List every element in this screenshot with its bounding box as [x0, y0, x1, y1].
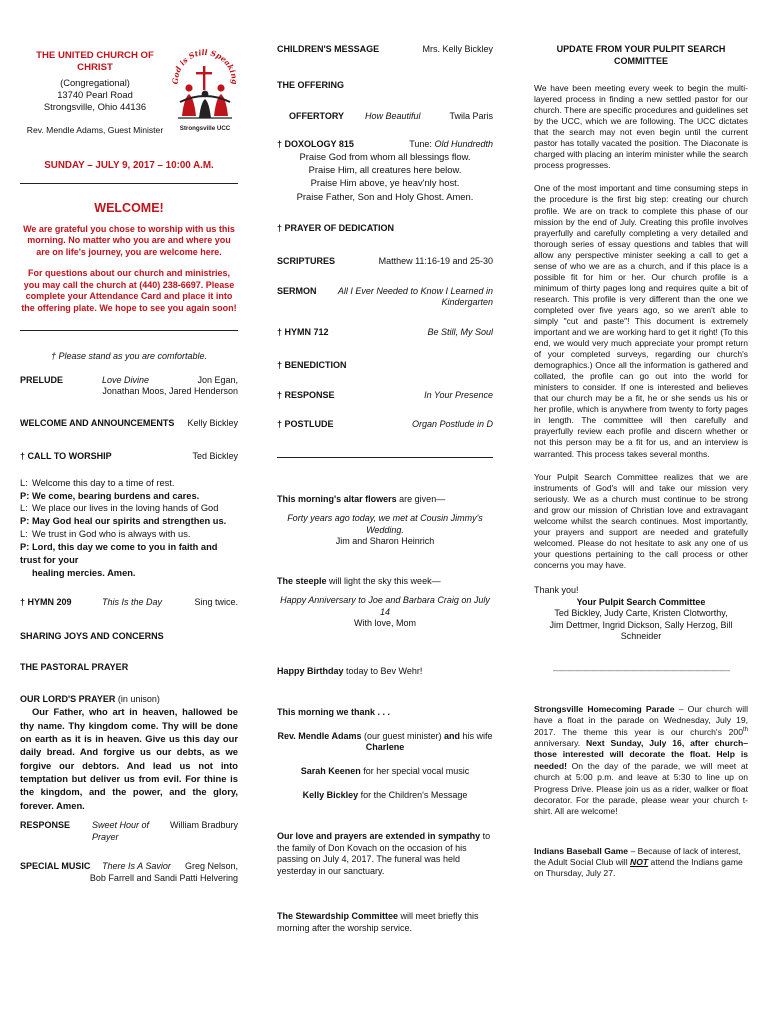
offertory-title: How Beautiful: [365, 111, 421, 122]
search-paragraph-2: One of the most important and time consuming steps in the procedure is the first big step: creating our church profile. We are on track to complete this phase of our mission by the end of July. Creating this profile involves prayerfully and carefully completing a very detailed and thorough series of essay questions and tables that will allow any perspective minister seeking a call to get a sense of who we are as a church, and if this place is a possible fit for him or her. Our church profile is a minimum of thirty pages long and requires quite a bit of research. This profile is very different than the one we completed over five years ago, so we aren't able to simply "cut and paste"! This document is extremely important and we are working hard to get it right! (To this end, we would very much appreciate your prompt return of your completed surveys, regarding our church's demographics.) Once all the information is gathered and collated, the profile can go out into the world for ministers to consider. If one is interested and believes that our church may be a fit, he or she sends us his or her profile, which is anywhere from twenty to forty pages in length. The committee will then carefully and prayerfully review each profile and discern whether or not this person may be a fit for us, and an interview is warranted. This process takes several months.: [534, 183, 748, 459]
prelude-title: Love Divine: [102, 374, 150, 385]
benediction: † BENEDICTION: [277, 360, 347, 371]
separator-line: ——————————————————————: [553, 664, 729, 675]
prayer-of-dedication: † PRAYER OF DEDICATION: [277, 222, 395, 233]
indians-note: [534, 846, 748, 880]
altar-flowers-intro: are given—: [396, 493, 446, 504]
prelude-row: [20, 375, 238, 387]
homecoming-heading: Strongsville Homecoming Parade: [534, 704, 675, 715]
response-label: RESPONSE: [20, 820, 71, 831]
search-signature-line-1: Ted Bickley, Judy Carte, Kristen Clotworthy,: [554, 608, 728, 619]
thank-children-name: Kelly Bickley: [302, 789, 359, 800]
search-title: UPDATE FROM YOUR PULPIT SEARCH COMMITTEE: [556, 44, 726, 66]
steeple-note: [277, 576, 493, 588]
stewardship-note: [277, 911, 493, 934]
steeple-intro: will light the sky this week—: [326, 575, 441, 586]
lords-prayer-label: OUR LORD'S PRAYER: [20, 693, 116, 704]
thank-children-role: for the Children's Message: [358, 789, 468, 800]
church-name: THE UNITED CHURCH OF CHRIST: [36, 50, 154, 74]
search-paragraph-1: We have been meeting every week to begin the multi-layered process in finding a new settled pastor for our church. There are specific procedures and guidelines set by the UCC, which we are following. The UCC dictates that the search may not even begin until the current pastor has totally vacated the position. The Diaconate is charged with placing an interim minister while the search process progresses.: [534, 83, 748, 171]
church-address: 13740 Pearl Road: [57, 88, 133, 100]
divider: [20, 330, 238, 331]
hymn-712-row: [277, 327, 493, 339]
service-date: SUNDAY – JULY 9, 2017 – 10:00 A.M.: [44, 160, 214, 171]
search-signature-title: Your Pulpit Search Committee: [576, 596, 706, 607]
birthday-heading: Happy Birthday: [277, 665, 344, 676]
special-music-title: There Is A Savior: [102, 861, 171, 872]
indians-text-1: – Because of lack of interest, the Adult Social Club will: [534, 845, 741, 867]
hymn-209-row: [20, 597, 238, 609]
responsive-line: [20, 528, 238, 541]
altar-flowers-heading: This morning's altar flowers: [277, 493, 397, 504]
doxology-line: Praise Him, all creatures here below.: [308, 164, 462, 176]
call-to-worship-leader: Ted Bickley: [192, 451, 238, 462]
altar-flowers-donors: Jim and Sharon Heinrich: [335, 536, 435, 547]
stewardship-heading: The Stewardship Committee: [277, 911, 399, 922]
doxology-label: † DOXOLOGY 815: [277, 138, 354, 149]
response-2-label: † RESPONSE: [277, 389, 335, 400]
lords-prayer-note: (in unison): [117, 693, 160, 704]
responsive-speaker: P:: [20, 541, 30, 552]
thank-and: and: [444, 730, 461, 741]
indians-text-2: attend the Indians game on Thursday, July 27.: [534, 856, 743, 879]
doxology-line: Praise Father, Son and Holy Ghost. Amen.: [296, 190, 474, 202]
church-logo: [170, 44, 240, 136]
denomination: (Congregational): [60, 76, 130, 88]
homecoming-sup: th: [742, 726, 748, 733]
thank-minister-role: (our guest minister): [361, 730, 445, 741]
responsive-speaker: L:: [20, 477, 28, 488]
response-2-title: In Your Presence: [424, 389, 493, 400]
thank-wife: his wife: [460, 730, 493, 741]
childrens-message-row: [277, 44, 493, 56]
sermon-row: [277, 286, 493, 309]
doxology-tune-name: Old Hundredth: [434, 138, 493, 149]
offering-heading: THE OFFERING: [277, 79, 344, 90]
divider: [277, 457, 493, 458]
responsive-text: We come, bearing burdens and cares.: [32, 490, 200, 501]
scriptures-ref: Matthew 11:16-19 and 25-30: [378, 256, 493, 267]
responsive-line: [20, 477, 238, 490]
lords-prayer-text: Our Father, who art in heaven, hallowed be thy name. Thy kingdom come. Thy will be done on earth as it is in heaven. Give us this day our daily bread. And forgive us our debts, as we forgive our debtors. And lead us not into temptation but deliver us from evil. For thine is the kingdom, and the power, and the glory, forever. Amen.: [20, 706, 238, 811]
responsive-speaker: L:: [20, 503, 28, 514]
hymn-209-label: † HYMN 209: [20, 597, 72, 608]
responsive-line: [20, 541, 238, 567]
steeple-dedication: Happy Anniversary to Joe and Barbara Craig on July 14: [280, 595, 490, 617]
thank-heading: This morning we thank . . .: [277, 707, 391, 718]
guest-minister: Rev. Mendle Adams, Guest Minister: [26, 124, 164, 135]
pastoral-prayer: THE PASTORAL PRAYER: [20, 662, 129, 673]
responsive-line: [20, 502, 238, 515]
scriptures-row: [277, 256, 493, 268]
indians-heading: Indians Baseball Game: [534, 845, 629, 856]
altar-flowers: [277, 494, 493, 506]
responsive-speaker: P:: [20, 490, 30, 501]
prelude-performer: Jon Egan,: [197, 374, 238, 385]
column-middle: [277, 44, 493, 934]
homecoming-text-2: anniversary.: [534, 738, 587, 749]
steeple-donor: With love, Mom: [353, 618, 416, 629]
responsive-text: We place our lives in the loving hands of God: [32, 503, 219, 514]
homecoming-text-1: – Our church will have a float in the parade on Wednesday, July 19, 2017. The theme this year is our church's 200: [534, 704, 748, 737]
childrens-message-leader: Mrs. Kelly Bickley: [422, 44, 493, 54]
homecoming-bold: Next Sunday, July 16, after church–those interested will decorate the float. Help is needed!: [534, 738, 748, 771]
postlude-row: [277, 419, 493, 431]
homecoming-text-3: On the day of the parade, we will meet at church at 5:00 p.m. and leave at 5:30 to line up on Progress Drive. Please join us as a rider, walker or float decorator. For the parade, please wear your church t-shirt. All are welcome!: [534, 760, 748, 817]
thank-minister-name: Rev. Mendle Adams: [277, 730, 362, 741]
church-city: Strongsville, Ohio 44136: [43, 100, 147, 112]
offertory-label: OFFERTORY: [289, 111, 345, 122]
responsive-reading: [20, 477, 238, 580]
scriptures-label: SCRIPTURES: [277, 256, 336, 267]
response-composer: William Bradbury: [169, 820, 238, 831]
doxology-row: [277, 139, 493, 151]
special-music-label: SPECIAL MUSIC: [20, 861, 91, 872]
search-thanks: Thank you!: [534, 585, 579, 595]
logo-arc-text: God is Still Speaking: [170, 47, 240, 85]
doxology-lyrics: [277, 150, 493, 203]
welcome-announcements-row: [20, 418, 238, 430]
thank-singer-role: for her special vocal music: [360, 766, 470, 776]
sermon-label: SERMON: [277, 285, 317, 296]
sympathy-note: [277, 831, 493, 877]
thank-singer-name: Sarah Keenen: [300, 766, 361, 776]
thank-minister: [277, 731, 493, 754]
responsive-text: Lord, this day we come to you in faith and trust for your: [20, 541, 218, 565]
responsive-speaker: P:: [20, 516, 30, 527]
questions-text: For questions about our church and ministries, you may call the church at (440) 238-6697. Please complete your Attendance Card and place it into the offering plate. We hope to see you again soon!: [21, 268, 237, 313]
postlude-title: Organ Postlude in D: [411, 419, 493, 430]
doxology-line: Praise Him above, ye heav'nly host.: [310, 177, 460, 189]
column-left: [20, 44, 238, 884]
doxology-tune-label: Tune:: [409, 138, 432, 149]
welcome-announcements-leader: Kelly Bickley: [187, 417, 238, 428]
thank-singer: [277, 766, 493, 778]
responsive-line: [20, 490, 238, 503]
altar-flowers-dedication: Forty years ago today, we met at Cousin Jimmy's Wedding.: [287, 513, 483, 535]
church-header: [20, 44, 238, 144]
response-2-row: [277, 390, 493, 402]
childrens-message-label: CHILDREN'S MESSAGE: [277, 44, 380, 54]
hymn-209-note: Sing twice.: [194, 597, 238, 608]
sympathy-heading: Our love and prayers are extended in sympathy: [277, 831, 481, 842]
steeple-heading: The steeple: [277, 575, 327, 586]
responsive-text: We trust in God who is always with us.: [32, 529, 191, 540]
postlude-label: † POSTLUDE: [277, 419, 334, 430]
welcome-announcements-label: WELCOME AND ANNOUNCEMENTS: [20, 417, 175, 428]
special-music-performers: Bob Farrell and Sandi Patti Helvering: [89, 872, 238, 883]
homecoming-note: [534, 704, 748, 817]
sympathy-text: to the family of Don Kovach on the occasion of his passing on July 4, 2017. The funeral was held yesterday in our sanctuary.: [277, 831, 491, 876]
logo-caption: Strongsville UCC: [179, 125, 231, 132]
hymn-712-title: Be Still, My Soul: [427, 326, 493, 337]
special-music-row: [20, 861, 238, 873]
welcome-title: WELCOME!: [94, 200, 164, 215]
lords-prayer-heading: [20, 694, 238, 706]
doxology-tune: [409, 139, 493, 151]
stewardship-text: will meet briefly this morning after the worship service.: [277, 911, 479, 933]
hymn-209-title: This Is the Day: [102, 597, 163, 608]
sharing-joys: SHARING JOYS AND CONCERNS: [20, 630, 164, 641]
special-music-performer: Greg Nelson,: [184, 861, 238, 872]
responsive-line: [20, 515, 238, 528]
column-right: [534, 44, 748, 880]
birthday-text: today to Bev Wehr!: [343, 665, 423, 676]
response-title: Sweet Hour of Prayer: [92, 820, 150, 842]
thank-children: [277, 790, 493, 802]
thank-wife-name: Charlene: [365, 742, 405, 753]
responsive-text: May God heal our spirits and strengthen us.: [32, 516, 227, 527]
offertory-row: [277, 111, 493, 123]
doxology-line: Praise God from whom all blessings flow.: [299, 151, 471, 163]
stand-note: † Please stand as you are comfortable.: [50, 351, 208, 362]
sermon-title: All I Ever Needed to Know I Learned in Kindergarten: [337, 285, 493, 308]
birthday-note: [277, 666, 493, 678]
divider: [20, 183, 238, 184]
call-to-worship-row: [20, 451, 238, 463]
hymn-712-label: † HYMN 712: [277, 326, 329, 337]
prelude-label: PRELUDE: [20, 374, 64, 385]
welcome-text: We are grateful you chose to worship with us this morning. No matter who you are and where you are on life's journey, you are welcome here.: [23, 223, 235, 257]
offertory-composer: Twila Paris: [449, 111, 493, 122]
search-paragraph-3: Your Pulpit Search Committee realizes that we are instruments of God's will and take our mission very seriously. We as a church must continue to be strong and grow our mission of Christian love and extravagant welcome whilst the search continues. Most importantly, your prayers and support are needed and gratefully welcomed. Please do not hesitate to ask any one of us your questions pertaining to the call process or other concerns you may have.: [534, 471, 748, 570]
responsive-speaker: L:: [20, 529, 28, 540]
indians-not: NOT: [630, 856, 649, 867]
search-signature-line-2: Jim Dettmer, Ingrid Dickson, Sally Herzog, Bill Schneider: [549, 619, 733, 642]
responsive-text: Welcome this day to a time of rest.: [32, 477, 175, 488]
call-to-worship-label: † CALL TO WORSHIP: [20, 451, 112, 462]
responsive-continuation: healing mercies. Amen.: [32, 567, 136, 578]
prelude-performers: Jonathan Moos, Jared Henderson: [102, 386, 238, 397]
response-row: [20, 820, 238, 843]
